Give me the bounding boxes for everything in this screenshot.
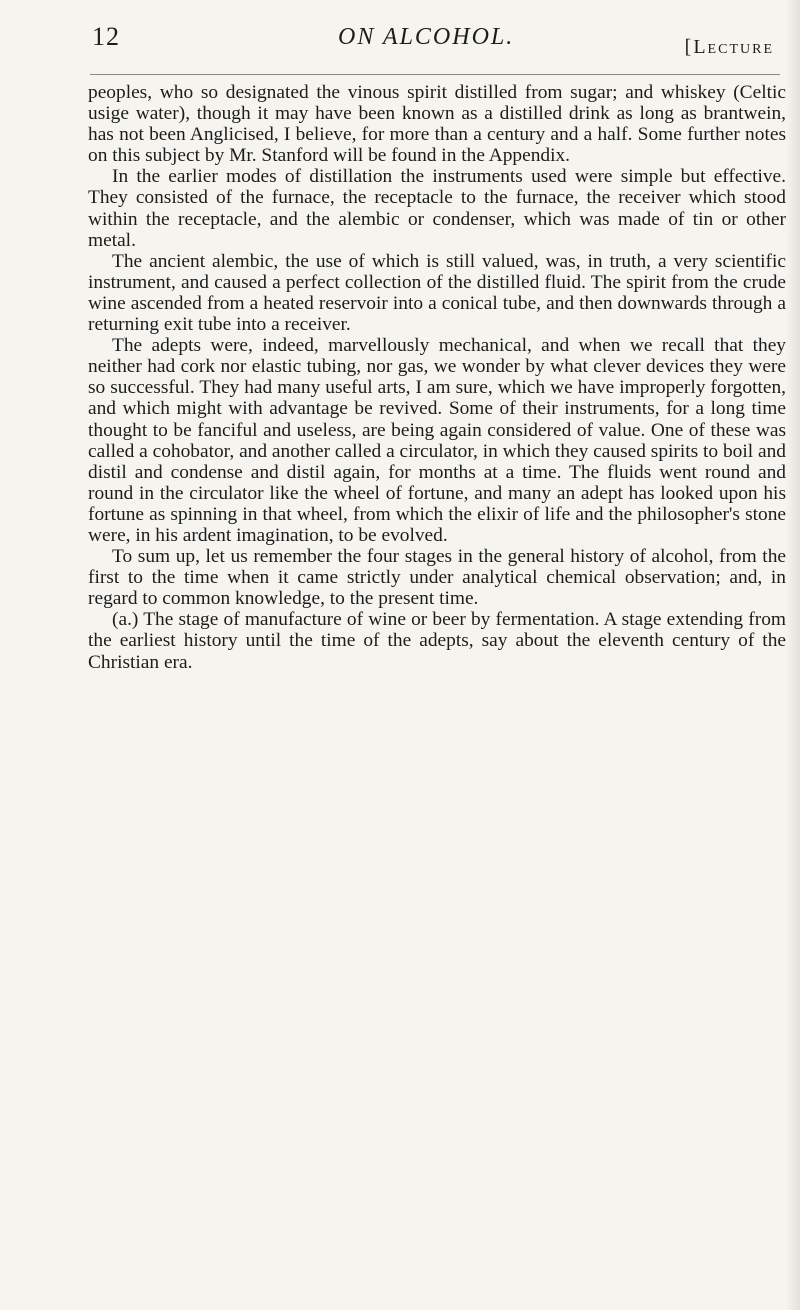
page-edge-shadow — [786, 0, 800, 1310]
header-rule — [90, 74, 780, 75]
body-text — [88, 82, 786, 673]
paragraph-continued: peoples, who so designated the vinous spirit distilled from sugar; and whiskey (Celtic usige water), though it may have been known as a distilled drink as long as brantwein, has not been Anglicised, I believe, for more than a century and a half. Some further notes on this subject by Mr. Stanford will be found in the Appendix. — [88, 82, 786, 167]
running-head — [90, 22, 780, 62]
paragraph-stage-a: (a.) The stage of manufacture of wine or beer by fermentation. A stage extending from the earliest history until the time of the adepts, say about the eleventh century of the Christian era. — [88, 609, 786, 673]
section-label: [Lecture — [684, 36, 774, 58]
page-number: 12 — [92, 22, 120, 51]
paragraph-adepts: The adepts were, indeed, marvellously mechanical, and when we recall that they neither had cork nor elastic tubing, nor gas, we wonder by what clever devices they were so successful. They had many useful arts, I am sure, which we have improperly forgotten, and which might with advantage be revived. Some of their instruments, for a long time thought to be fanciful and useless, are being again considered of value. One of these was called a cohobator, and another called a circulator, in which they caused spirits to boil and distil and condense and distil again, for months at a time. The fluids went round and round in the circulator like the wheel of fortune, and many an adept has looked upon his fortune as spinning in that wheel, from which the elixir of life and the philosopher's stone were, in his ardent imagination, to be evolved. — [88, 335, 786, 546]
paragraph-summary: To sum up, let us remember the four stages in the general history of alcohol, from the first to the time when it came strictly under analytical chemical observation; and, in regard to common knowledge, to the present time. — [88, 546, 786, 610]
paragraph-distillation-instruments: In the earlier modes of distillation the instruments used were simple but effective. They consisted of the furnace, the receptacle to the furnace, the receiver which stood within the receptacle, and the alembic or condenser, which was made of tin or other metal. — [88, 166, 786, 251]
paragraph-ancient-alembic: The ancient alembic, the use of which is still valued, was, in truth, a very scientific instrument, and caused a perfect collection of the distilled fluid. The spirit from the crude wine ascended from a heated reservoir into a conical tube, and then downwards through a returning exit tube into a receiver. — [88, 250, 786, 336]
running-title: ON ALCOHOL. — [338, 24, 515, 50]
